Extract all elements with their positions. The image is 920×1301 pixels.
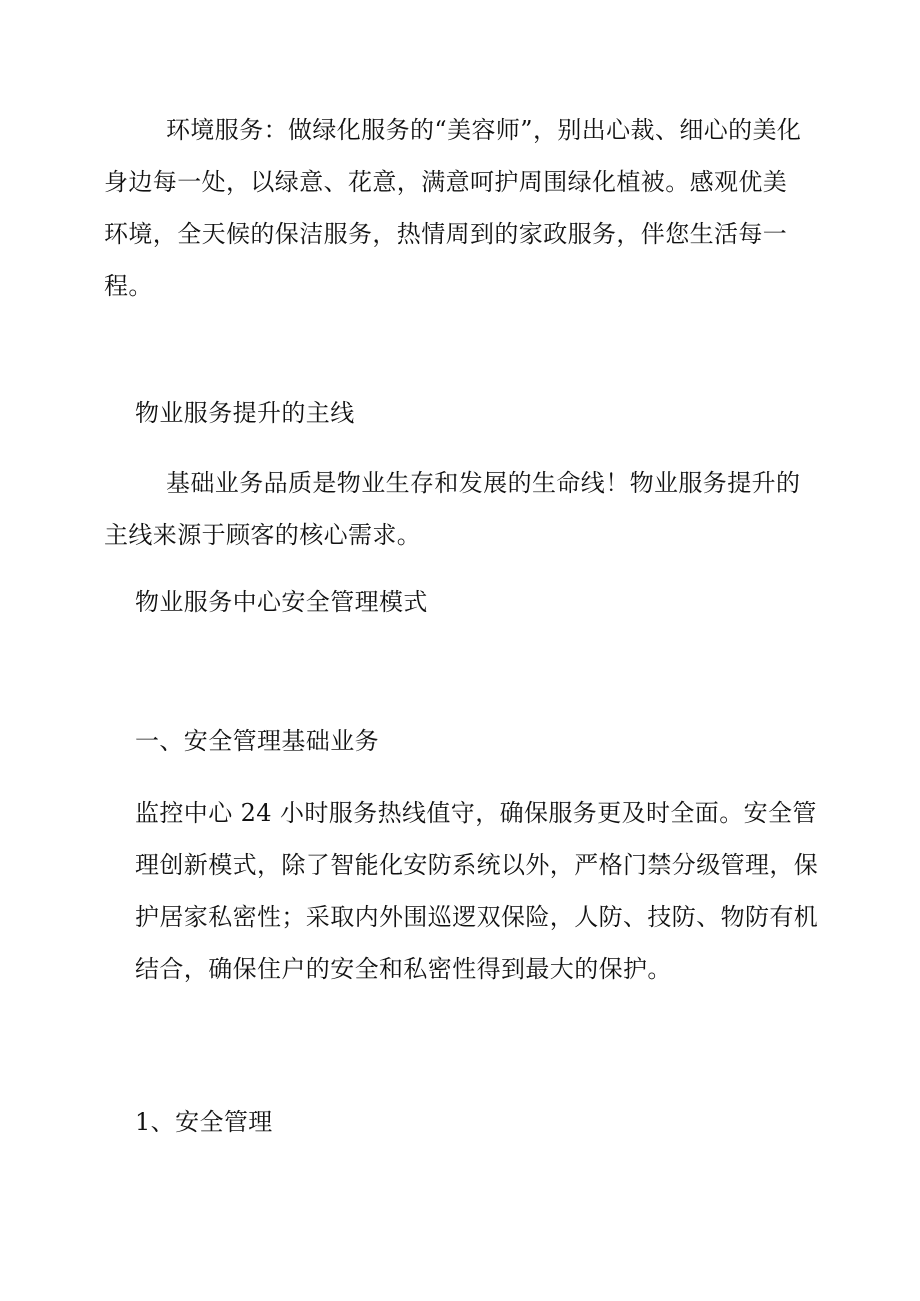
paragraph-line: 程。	[104, 272, 153, 300]
paragraph-line: 环境服务：做绿化服务的“美容师”，别出心裁、细心的美化	[166, 116, 802, 144]
paragraph-line: 监控中心 24 小时服务热线值守，确保服务更及时全面。安全管	[135, 799, 817, 827]
heading-section-one: 一、安全管理基础业务	[135, 727, 379, 755]
heading-service-mainline: 物业服务提升的主线	[135, 399, 355, 427]
paragraph-environment-services	[104, 104, 802, 312]
heading-item-one: 1、安全管理	[135, 1108, 273, 1136]
paragraph-line: 环境，全天候的保洁服务，热情周到的家政服务，伴您生活每一	[104, 220, 788, 248]
paragraph-line: 基础业务品质是物业生存和发展的生命线！物业服务提升的	[166, 469, 801, 497]
paragraph-monitoring-center	[135, 787, 819, 995]
paragraph-line: 护居家私密性；采取内外围巡逻双保险，人防、技防、物防有机	[135, 903, 819, 931]
heading-security-mode: 物业服务中心安全管理模式	[135, 588, 428, 616]
paragraph-service-mainline	[104, 457, 801, 561]
paragraph-line: 结合，确保住户的安全和私密性得到最大的保护。	[135, 955, 672, 983]
paragraph-line: 主线来源于顾客的核心需求。	[104, 521, 422, 549]
paragraph-line: 理创新模式，除了智能化安防系统以外，严格门禁分级管理，保	[135, 851, 819, 879]
paragraph-line: 身边每一处，以绿意、花意，满意呵护周围绿化植被。感观优美	[104, 168, 788, 196]
